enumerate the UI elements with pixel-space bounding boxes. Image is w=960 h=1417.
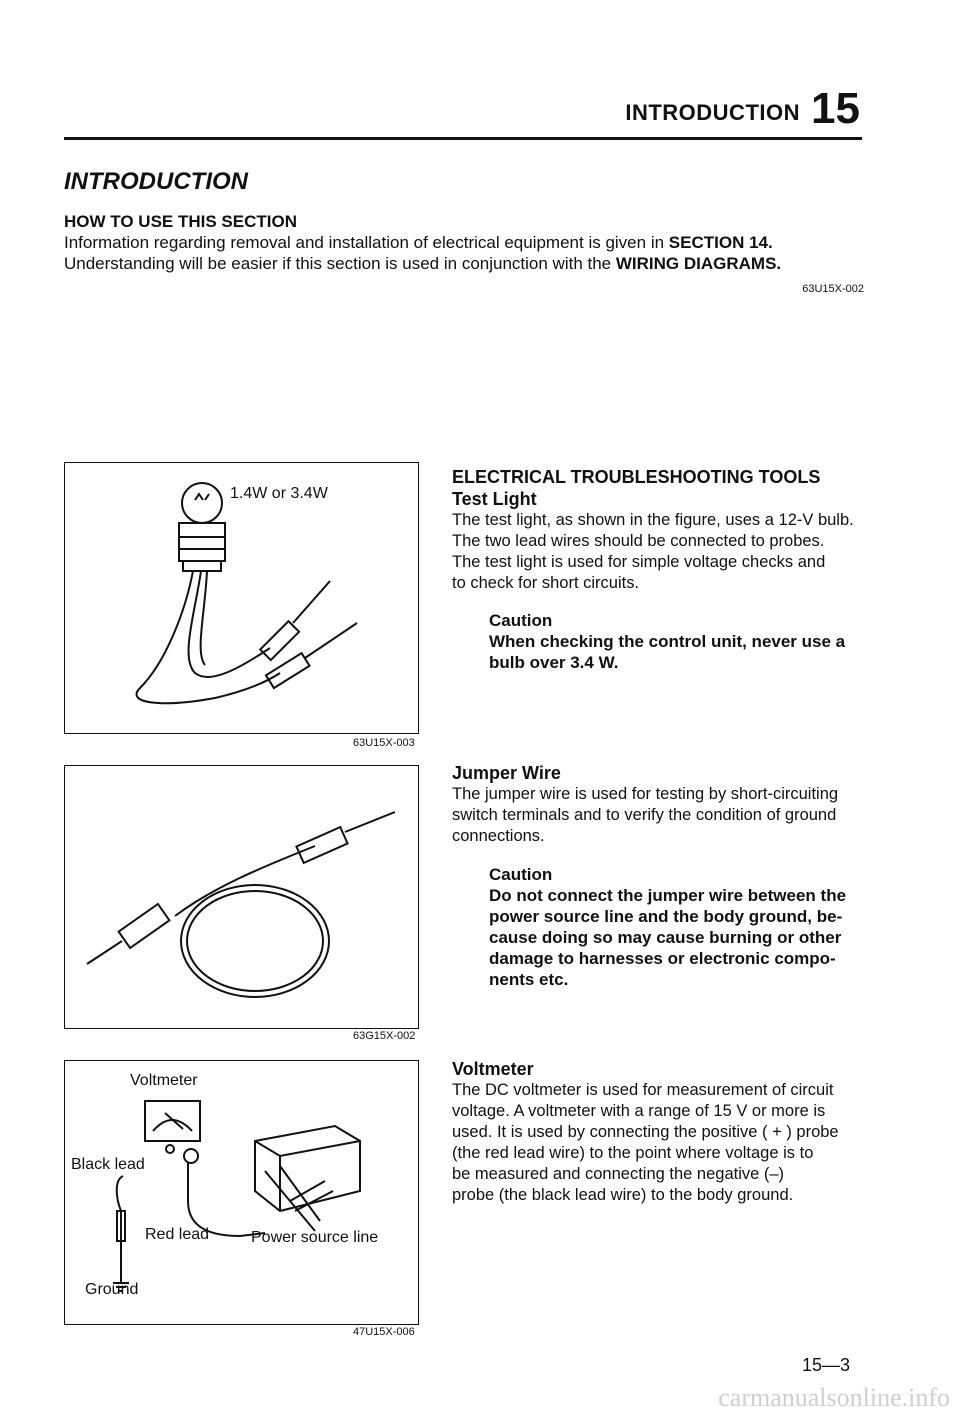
jumper-wire-text	[452, 784, 872, 847]
running-header-title: INTRODUCTION	[625, 100, 800, 125]
jumper-wire-figure	[64, 765, 419, 1029]
how-to-line-2-bold: WIRING DIAGRAMS.	[615, 254, 782, 273]
voltmeter-line: be measured and connecting the negative (–)	[452, 1165, 785, 1183]
caution-line: When checking the control unit, never use a	[489, 632, 846, 651]
how-to-ref: 63U15X-002	[802, 283, 864, 295]
voltmeter-label: Voltmeter	[130, 1072, 198, 1089]
jumper-wire-line: The jumper wire is used for testing by short-circuiting	[452, 785, 839, 803]
caution-heading: Caution	[489, 611, 553, 630]
test-light-line: The test light is used for simple voltage checks and	[452, 553, 826, 571]
ground-label: Ground	[85, 1281, 139, 1298]
caution-heading: Caution	[489, 865, 553, 884]
how-to-line-1-text: Information regarding removal and installation of electrical equipment is given in	[64, 233, 669, 252]
watermark: carmanualsonline.info	[718, 1383, 950, 1412]
caution-line: cause doing so may cause burning or other	[489, 928, 842, 947]
voltmeter-line: The DC voltmeter is used for measurement of circuit	[452, 1081, 834, 1099]
test-light-figure	[64, 462, 419, 734]
bulb-wattage-label: 1.4W or 3.4W	[230, 485, 328, 502]
jumper-wire-caution	[489, 864, 879, 990]
page-number: 15—3	[801, 1355, 850, 1375]
jumper-wire-line: switch terminals and to verify the condition of ground	[452, 806, 837, 824]
how-to-line-2	[64, 253, 864, 274]
caution-line: damage to harnesses or electronic compo-	[489, 949, 836, 968]
test-light-line: to check for short circuits.	[452, 574, 640, 592]
caution-line: Do not connect the jumper wire between the	[489, 886, 847, 905]
red-lead-label: Red lead	[145, 1226, 210, 1243]
test-light-heading: Test Light	[452, 489, 537, 509]
test-light-bulb-icon	[65, 463, 418, 733]
test-light-text	[452, 510, 872, 594]
test-light-line: The two lead wires should be connected to probes.	[452, 532, 825, 550]
voltmeter-line: probe (the black lead wire) to the body ground.	[452, 1186, 794, 1204]
voltmeter-heading: Voltmeter	[452, 1059, 534, 1079]
jumper-wire-heading: Jumper Wire	[452, 763, 561, 783]
section-number: 15	[811, 84, 860, 133]
voltmeter-line: (the red lead wire) to the point where voltage is to	[452, 1144, 814, 1162]
voltmeter-line: voltage. A voltmeter with a range of 15 V or more is	[452, 1102, 826, 1120]
how-to-line-1	[64, 232, 864, 253]
caution-line: power source line and the body ground, be-	[489, 907, 843, 926]
how-to-heading: HOW TO USE THIS SECTION	[64, 212, 297, 231]
black-lead-label: Black lead	[71, 1156, 145, 1173]
test-light-caution	[489, 610, 879, 673]
power-source-label: Power source line	[251, 1229, 379, 1246]
jumper-wire-icon	[65, 766, 418, 1028]
voltmeter-text	[452, 1080, 872, 1206]
voltmeter-figure-ref: 47U15X-006	[353, 1326, 415, 1338]
voltmeter-line: used. It is used by connecting the positive ( + ) probe	[452, 1123, 839, 1141]
caution-line: nents etc.	[489, 970, 569, 989]
jumper-wire-figure-ref: 63G15X-002	[353, 1030, 416, 1042]
test-light-line: The test light, as shown in the figure, uses a 12-V bulb.	[452, 511, 854, 529]
section-title: INTRODUCTION	[64, 168, 248, 195]
voltmeter-figure	[64, 1060, 419, 1325]
caution-line: bulb over 3.4 W.	[489, 653, 619, 672]
tools-heading: ELECTRICAL TROUBLESHOOTING TOOLS	[452, 467, 821, 487]
header-rule	[64, 137, 862, 140]
how-to-line-1-bold: SECTION 14.	[668, 233, 773, 252]
jumper-wire-line: connections.	[452, 827, 545, 845]
test-light-figure-ref: 63U15X-003	[353, 737, 415, 749]
how-to-line-2-text: Understanding will be easier if this section is used in conjunction with the	[64, 254, 616, 273]
